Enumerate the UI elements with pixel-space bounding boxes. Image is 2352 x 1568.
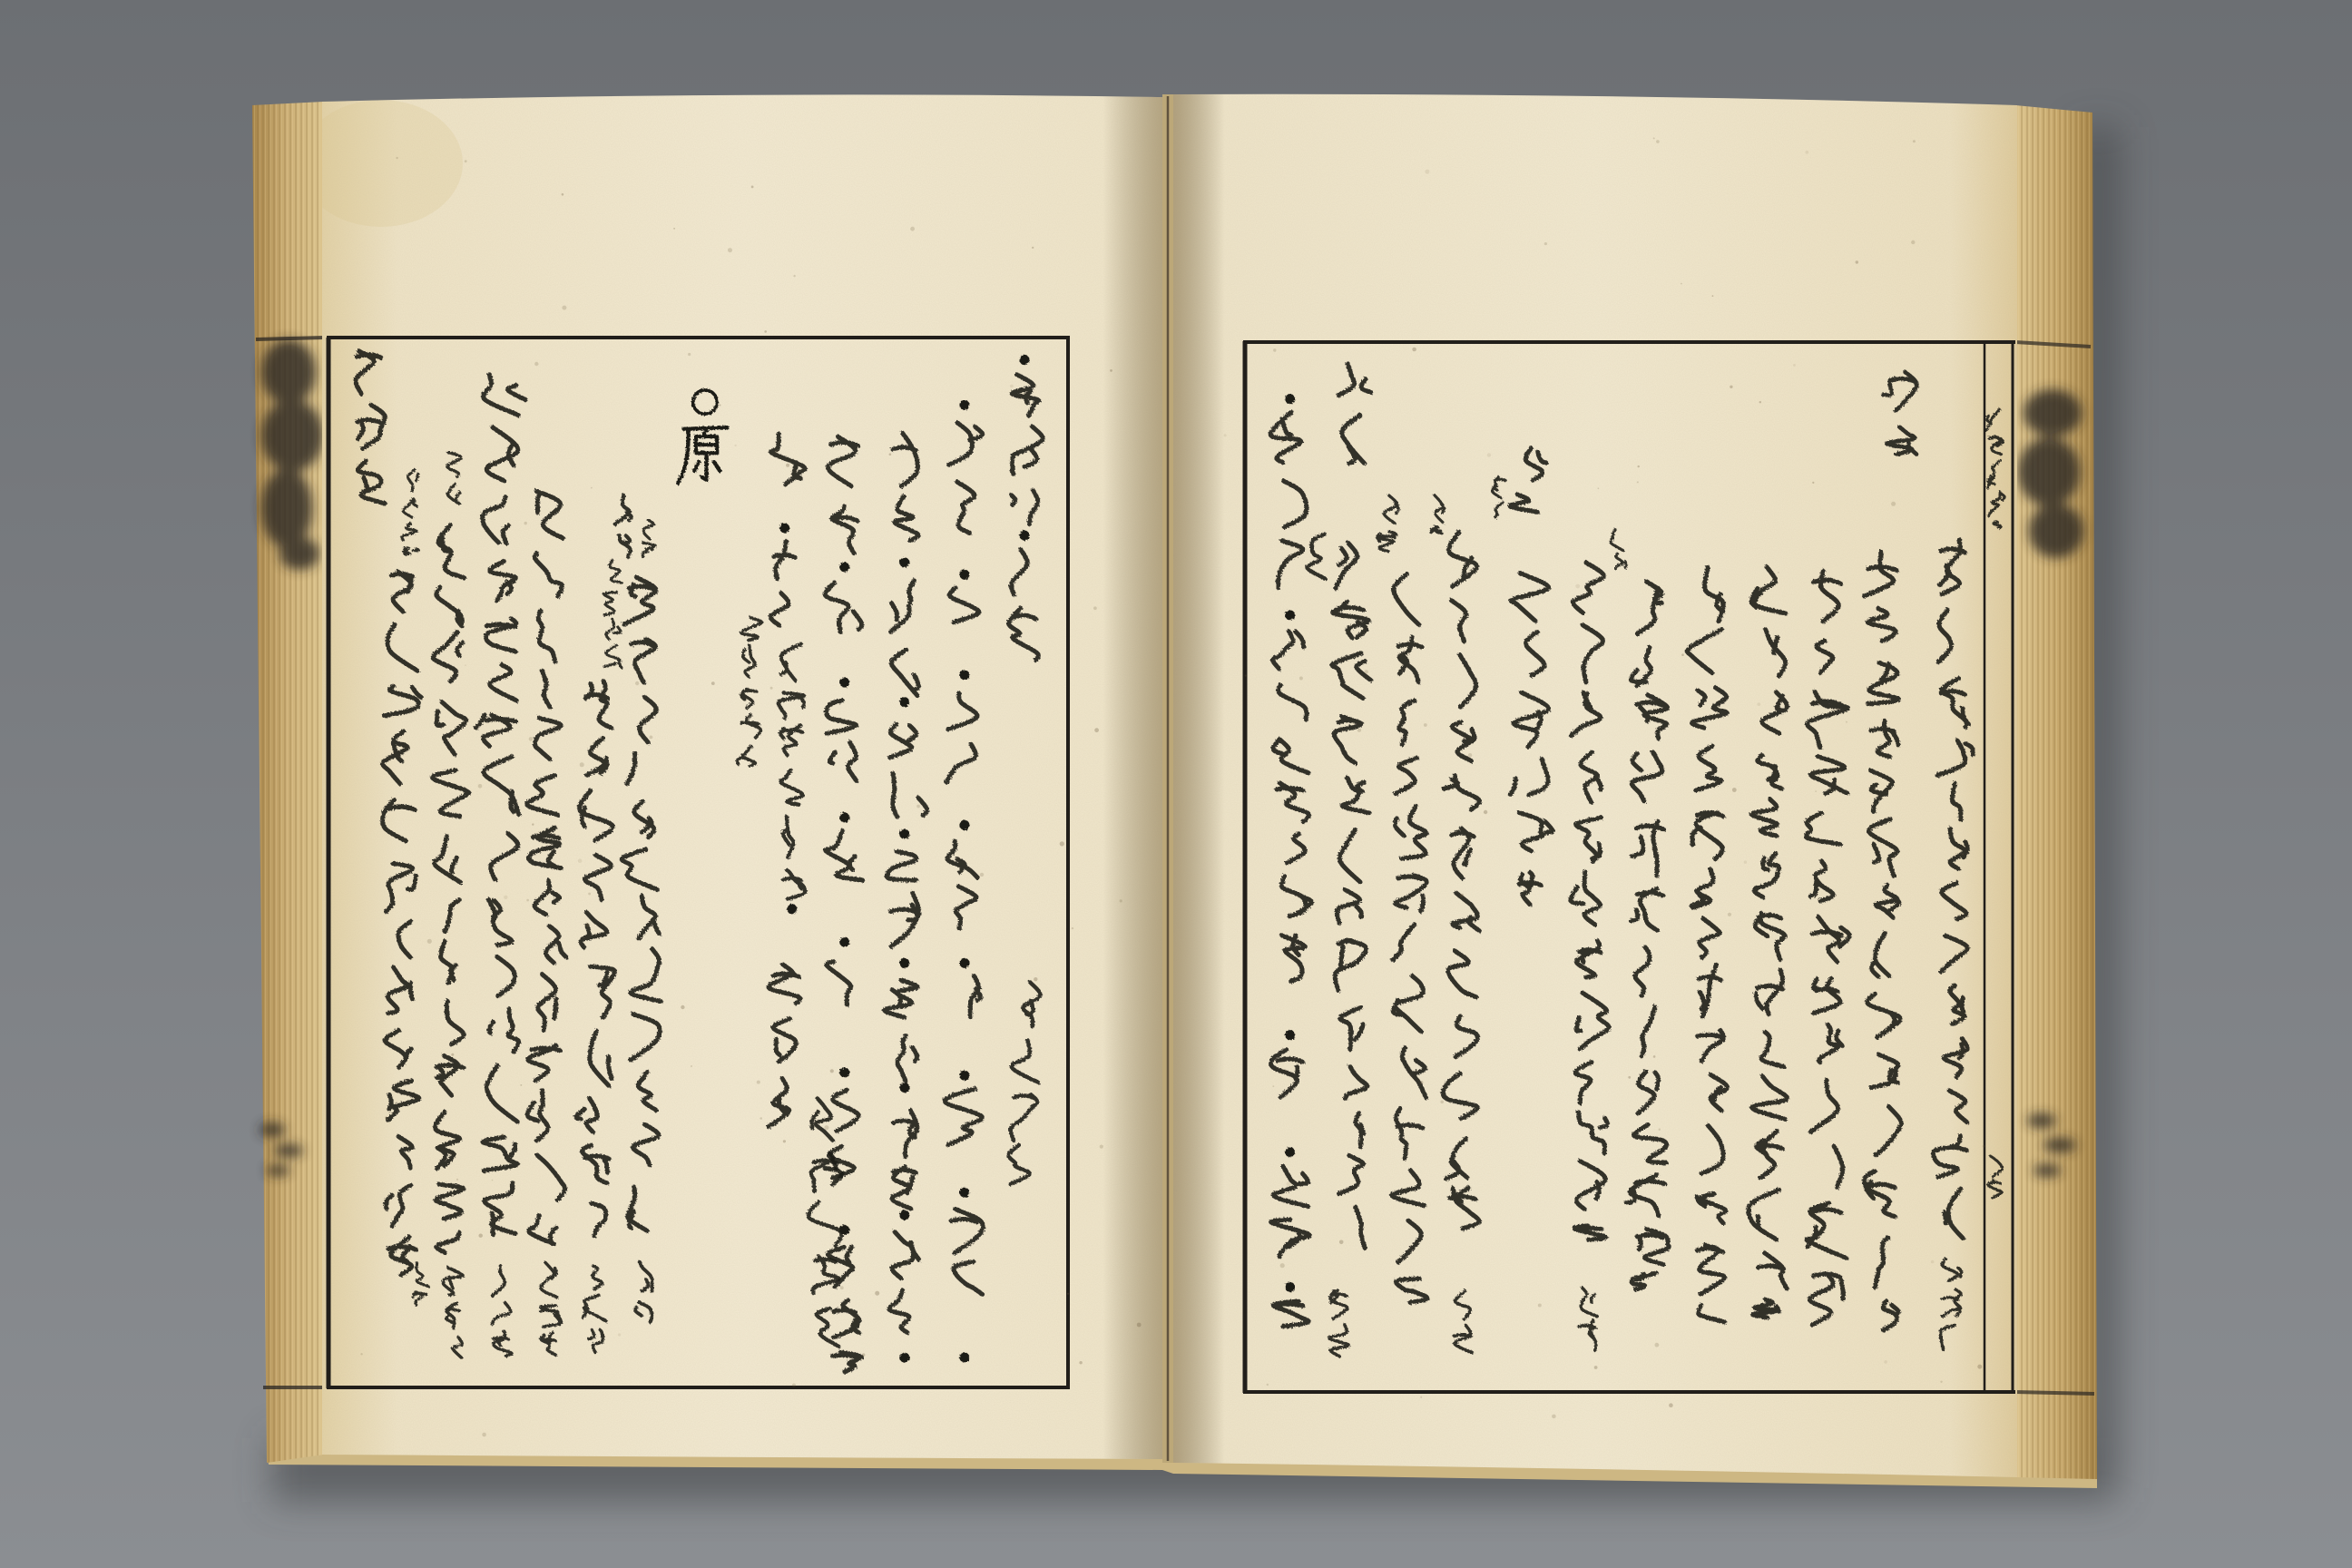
- paper-speck: [1598, 487, 1600, 489]
- right-page-stack: [2015, 105, 2097, 1479]
- paper-speck: [578, 858, 583, 863]
- paper-speck: [862, 1353, 865, 1356]
- bullet-mark: [787, 904, 797, 914]
- paper-speck: [734, 445, 736, 446]
- paper-speck: [1891, 502, 1896, 506]
- paper-speck: [1420, 1396, 1422, 1398]
- paper-speck: [688, 353, 691, 356]
- paper-speck: [840, 1286, 844, 1289]
- gutter-fold: [1162, 94, 1173, 1463]
- paper-speck: [1940, 1381, 1942, 1383]
- bullet-mark: [959, 670, 969, 680]
- bullet-mark: [959, 1071, 969, 1081]
- paper-speck: [1669, 1403, 1673, 1407]
- bullet-mark: [1285, 610, 1295, 620]
- paper-speck: [360, 1353, 362, 1355]
- paper-speck: [1744, 860, 1747, 863]
- paper-speck: [1425, 170, 1429, 174]
- paper-speck: [1110, 369, 1112, 372]
- paper-speck: [1931, 1260, 1934, 1263]
- paper-speck: [711, 681, 715, 685]
- bullet-mark: [839, 678, 849, 688]
- bullet-mark: [1285, 394, 1295, 404]
- paper-speck: [910, 227, 915, 231]
- paper-speck: [1067, 1293, 1069, 1295]
- paper-speck: [1656, 140, 1660, 143]
- paper-speck: [1010, 385, 1014, 388]
- paper-speck: [1653, 1055, 1656, 1058]
- paper-speck: [501, 1133, 504, 1136]
- paper-speck: [1352, 410, 1354, 412]
- paper-speck: [1911, 240, 1915, 244]
- paper-speck: [526, 899, 529, 902]
- paper-speck: [492, 1180, 494, 1181]
- paper-speck: [1575, 584, 1580, 589]
- paper-speck: [1281, 440, 1284, 443]
- paper-speck: [824, 1125, 828, 1130]
- bullet-mark: [839, 812, 849, 822]
- paper-speck: [786, 464, 789, 467]
- paper-speck: [456, 1179, 458, 1181]
- paper-speck: [1712, 295, 1714, 297]
- paper-speck: [520, 1084, 522, 1086]
- bullet-mark: [1020, 355, 1030, 365]
- paper-speck: [1538, 1304, 1542, 1308]
- paper-texture: [1171, 91, 2024, 1479]
- paper-speck: [532, 823, 534, 825]
- bullet-mark: [1285, 1147, 1295, 1157]
- paper-speck: [588, 893, 591, 896]
- paper-speck: [1079, 1361, 1082, 1364]
- bullet-mark: [899, 1353, 909, 1363]
- age-stain: [299, 100, 463, 227]
- bullet-mark: [779, 523, 789, 533]
- paper-speck: [1730, 386, 1732, 388]
- bullet-mark: [839, 937, 849, 947]
- paper-speck: [792, 1384, 796, 1387]
- paper-speck: [562, 306, 566, 310]
- paper-speck: [508, 523, 510, 524]
- paper-speck: [1224, 434, 1227, 436]
- paper-speck: [1815, 790, 1817, 792]
- paper-speck: [524, 522, 527, 524]
- paper-speck: [1681, 283, 1682, 285]
- paper-speck: [1759, 401, 1761, 403]
- paper-speck: [1420, 1081, 1424, 1084]
- paper-speck: [1093, 606, 1097, 610]
- paper-speck: [562, 193, 564, 196]
- paper-speck: [1027, 1011, 1030, 1014]
- paper-speck: [478, 784, 483, 789]
- paper-speck: [479, 1234, 483, 1238]
- paper-speck: [1856, 260, 1858, 263]
- paper-speck: [650, 736, 653, 740]
- paper-speck: [396, 157, 397, 159]
- paper-speck: [1700, 1062, 1702, 1063]
- paper-speck: [1846, 721, 1847, 723]
- paper-speck: [1806, 151, 1809, 154]
- paper-speck: [1060, 841, 1064, 846]
- paper-speck: [504, 896, 507, 899]
- paper-speck: [1638, 466, 1640, 467]
- paper-speck: [1983, 1145, 1985, 1148]
- paper-speck: [392, 772, 394, 774]
- paper-speck: [510, 456, 513, 458]
- paper-speck: [1628, 1076, 1631, 1079]
- paper-speck: [1100, 1145, 1103, 1149]
- paper-speck: [1637, 481, 1639, 483]
- paper-speck: [830, 1069, 834, 1073]
- paper-speck: [694, 463, 696, 465]
- paper-speck: [1287, 1181, 1291, 1186]
- paper-speck: [1793, 364, 1796, 367]
- paper-speck: [1299, 677, 1303, 681]
- paper-speck: [1659, 1129, 1661, 1131]
- paper-speck: [720, 405, 721, 407]
- bullet-mark: [959, 1188, 969, 1198]
- paper-speck: [1681, 653, 1684, 656]
- paper-speck: [1594, 1366, 1598, 1369]
- paper-speck: [534, 362, 538, 366]
- paper-speck: [1778, 572, 1779, 573]
- bullet-mark: [1285, 1282, 1295, 1292]
- paper-speck: [793, 275, 795, 277]
- gutter-shadow: [1171, 91, 1225, 1479]
- left-page: [299, 91, 1166, 1461]
- paper-speck: [591, 487, 593, 489]
- bullet-mark: [899, 1210, 909, 1220]
- paper-speck: [764, 330, 767, 333]
- paper-speck: [1245, 674, 1247, 676]
- bullet-mark: [959, 570, 969, 580]
- paper-speck: [691, 1065, 692, 1067]
- paper-speck: [635, 681, 639, 685]
- paper-speck: [1072, 927, 1073, 929]
- paper-speck: [673, 228, 675, 230]
- paper-speck: [1487, 453, 1491, 456]
- paper-speck: [1137, 1323, 1142, 1328]
- paper-speck: [783, 1140, 786, 1142]
- paper-speck: [1728, 913, 1731, 916]
- paper-speck: [1812, 482, 1814, 484]
- paper-speck: [1655, 1343, 1660, 1348]
- paper-speck: [1034, 977, 1037, 981]
- paper-speck: [618, 1333, 621, 1336]
- paper-speck: [1273, 348, 1276, 351]
- paper-speck: [889, 453, 892, 456]
- paper-texture: [322, 91, 1166, 1461]
- paper-speck: [916, 805, 920, 808]
- paper-speck: [1272, 1085, 1274, 1087]
- paper-speck: [875, 1291, 879, 1296]
- paper-speck: [1732, 788, 1737, 792]
- paper-speck: [775, 450, 779, 454]
- bullet-mark: [959, 820, 969, 830]
- edge-frame-line: [256, 338, 324, 339]
- paper-speck: [465, 664, 466, 666]
- paper-speck: [1653, 137, 1655, 139]
- paper-speck: [580, 762, 584, 767]
- paper-speck: [1365, 670, 1368, 673]
- paper-speck: [1460, 894, 1464, 897]
- paper-speck: [770, 687, 773, 690]
- paper-speck: [751, 186, 754, 189]
- paper-speck: [728, 248, 732, 252]
- paper-speck: [1913, 140, 1916, 142]
- paper-speck: [585, 923, 589, 926]
- paper-speck: [451, 1054, 454, 1056]
- paper-speck: [1280, 1263, 1285, 1268]
- paper-speck: [1484, 810, 1487, 814]
- paper-speck: [385, 1116, 387, 1119]
- bullet-mark: [959, 400, 969, 410]
- paper-speck: [1339, 1240, 1344, 1245]
- bullet-mark: [839, 1067, 849, 1077]
- bullet-mark: [899, 829, 909, 839]
- paper-speck: [760, 1117, 762, 1120]
- paper-speck: [980, 873, 984, 877]
- paper-speck: [1414, 1284, 1416, 1287]
- paper-speck: [427, 939, 432, 944]
- bullet-mark: [899, 958, 909, 968]
- paper-speck: [1977, 1365, 1982, 1369]
- paper-speck: [1267, 1384, 1269, 1386]
- paper-speck: [1094, 728, 1099, 732]
- paper-speck: [1424, 723, 1427, 727]
- bullet-mark: [899, 1083, 909, 1093]
- paper-speck: [482, 1433, 486, 1437]
- bullet-mark: [959, 958, 969, 968]
- paper-speck: [1357, 729, 1361, 732]
- bullet-mark: [899, 557, 909, 567]
- bullet-mark: [899, 697, 909, 707]
- paper-speck: [1468, 753, 1472, 757]
- paper-speck: [1440, 1101, 1444, 1104]
- bullet-mark: [839, 562, 849, 572]
- edge-frame-line: [2015, 1392, 2094, 1394]
- bullet-mark: [1285, 1030, 1295, 1040]
- paper-speck: [529, 737, 534, 741]
- bullet-mark: [959, 1353, 969, 1363]
- paper-speck: [1757, 702, 1760, 706]
- paper-speck: [1544, 242, 1547, 245]
- paper-speck: [1412, 348, 1416, 352]
- paper-speck: [1120, 899, 1122, 902]
- paper-speck: [757, 1081, 760, 1084]
- paper-speck: [1032, 247, 1034, 249]
- paper-speck: [1962, 853, 1964, 855]
- paper-speck: [681, 1005, 684, 1009]
- right-page: [1171, 91, 2024, 1479]
- paper-speck: [1552, 1415, 1556, 1419]
- paper-speck: [465, 160, 467, 162]
- paper-speck: [1884, 1360, 1887, 1364]
- bullet-mark: [1020, 531, 1030, 541]
- gutter-shadow: [1102, 91, 1166, 1461]
